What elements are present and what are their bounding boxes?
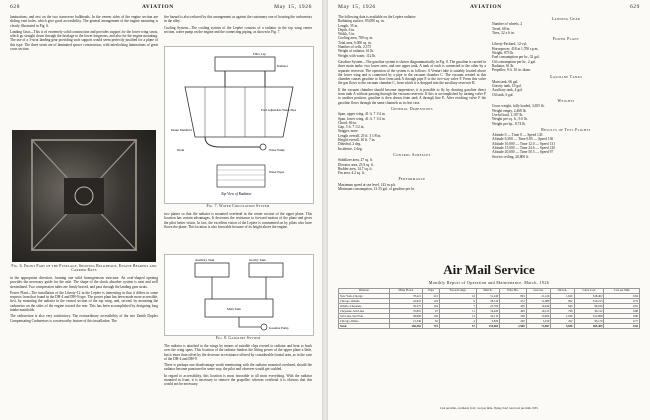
spec-line: Incidence, 2 deg. <box>338 146 363 151</box>
fig7-caption: Fig. 7. Water Circulation System <box>206 204 270 208</box>
table-cell: 0.88 <box>604 308 640 313</box>
table-cell: 452 <box>551 318 574 323</box>
spec-line: Elevator area, 23.9 sq. ft. <box>338 162 375 167</box>
weights-heading: Weights <box>557 99 575 104</box>
label-water-pump: Water Pump <box>269 148 285 152</box>
column-header: Forced Lndgs. <box>439 289 476 294</box>
label-main-tank: Main Tank <box>227 307 241 311</box>
test-specs <box>492 133 640 154</box>
table-cell: Total <box>339 324 390 329</box>
table-cell: 10,940 <box>526 303 551 308</box>
paragraph: The radiator is attached to the wings by means of suitable clips riveted to radiator and bent to hook over the wing spars. This location of the radiator hinders the lifting power of the upper plane a little, but is more than offset by the decrease in resistance offered by considerable frontal area, as in the case of the DH-4 and DH-9. <box>164 344 312 361</box>
table-body <box>339 293 640 329</box>
right-column-1 <box>338 15 486 191</box>
table-cell: 5,910 <box>526 318 551 323</box>
table-cell: $9,630 <box>574 303 604 308</box>
left-column-1-lower <box>10 276 158 325</box>
label-drain: Drain <box>177 148 185 152</box>
spec-line: Span, upper wing, 41 ft. 7 1/4 in. <box>338 112 386 117</box>
right-column-2 <box>492 15 640 159</box>
table-cell: $12,880 <box>574 313 604 318</box>
power-plant-heading: Power Plant <box>552 37 580 42</box>
spec-line: Width, 5 in. <box>338 32 356 37</box>
paragraph: Cooling System—The cooling system of the Lepère consists of a radiator in the top wing center section, water pump on the engine and the connecting piping, as shown in Fig. 7. <box>164 25 312 34</box>
fuselage-photo-drawing <box>12 130 156 262</box>
spec-line: Minimum consumption, 13.35 gal. of gasoline per hr. <box>338 186 415 191</box>
table-cell: 266,362 <box>389 324 422 329</box>
spec-line: Fin area, 4.2 sq. ft. <box>338 171 365 176</box>
left-column-2-lower <box>164 344 312 389</box>
issue-date-right: May 15, 1926 <box>338 4 376 10</box>
table-cell: 10,125 <box>526 308 551 313</box>
spec-line: Altitude 15,000 — Time 24.6 — Speed 120 <box>492 146 555 151</box>
table-cell: 902 <box>551 298 574 303</box>
table-cell: 22,760 <box>476 303 499 308</box>
general-dimensions-heading: General Dimensions <box>391 106 433 111</box>
airmail-subtitle: Monthly Report of Operation and Maintenance, March, 1926 <box>428 280 550 285</box>
test-flights-heading: Results of Test Flights <box>541 127 591 132</box>
table-cell: 11 <box>439 308 476 313</box>
power-specs <box>492 42 640 72</box>
column-header: Mail lb. <box>476 289 499 294</box>
label-filler-cap: Filler Cap <box>253 52 266 56</box>
performance-heading: Performance <box>398 177 426 182</box>
page-number-left: 628 <box>10 4 21 10</box>
spec-line: Total area, 6,000 sq. in. <box>338 40 372 45</box>
spec-line: Weight empty, 2,468 lb. <box>492 108 527 113</box>
label-gasoline-pump: Gasoline Pump <box>269 326 289 330</box>
table-cell: 97 <box>423 308 440 313</box>
spec-line: Altitude 20,000 — Time 50.5 — Speed 97 <box>492 150 554 155</box>
spec-line: Length overall, 25 ft. 3 1/8 in. <box>338 133 382 138</box>
table-cell: 28,310 <box>476 298 499 303</box>
table-row <box>339 324 640 329</box>
spec-line: Number of wheels, 2 <box>492 22 523 27</box>
table-cell: 39,275 <box>389 303 422 308</box>
spec-line: Fuel consumption per hr., 32 gal. <box>492 55 540 60</box>
airmail-title: Air Mail Service <box>443 262 535 277</box>
spec-line: Liberty-Packard, 12-cyl. <box>492 42 528 47</box>
tank-specs <box>492 80 640 97</box>
table-cell: 0.84 <box>604 293 640 298</box>
table-cell: Cheyenne–Salt Lake <box>339 308 390 313</box>
fig8-caption: Fig. 8. Gasoline System <box>215 336 261 340</box>
table-cell: 12 <box>439 313 476 318</box>
table-cell: 9,820 <box>476 318 499 323</box>
label-water-pipes: Water Pipes <box>269 170 285 174</box>
table-cell: 1,046 <box>551 313 574 318</box>
column-header: Oil Gal. <box>551 289 574 294</box>
service-ceiling: Service ceiling, 20,800 ft. <box>492 154 530 159</box>
table-cell: 48,906 <box>389 313 422 318</box>
airmail-table <box>338 288 640 329</box>
table-cell: 436 <box>500 303 526 308</box>
table-cell: 798 <box>551 308 574 313</box>
running-title-left: AVIATION <box>142 4 174 10</box>
table-cell: 104 <box>423 303 440 308</box>
table-cell: $65,409 <box>574 324 604 329</box>
table-cell: 126 <box>423 313 440 318</box>
table-cell: 840 <box>551 303 574 308</box>
spec-line: Horsepower, 418 at 1,700 r.p.m. <box>492 46 539 51</box>
column-header: Pilot Hrs. <box>500 289 526 294</box>
left-column-2 <box>164 15 312 36</box>
right-page-header <box>338 4 640 12</box>
spec-line: Rudder area, 14.7 sq. ft. <box>338 166 373 171</box>
spec-line: Altitude 0 — Time 0 — Speed 143 <box>492 133 543 138</box>
spec-line: Weight per hp., 8.74 lb. <box>492 121 526 126</box>
weight-specs <box>492 104 640 125</box>
left-column-1 <box>10 15 158 53</box>
control-surfaces-heading: Control Surfaces <box>393 152 431 157</box>
spec-line: Span, lower wing, 41 ft. 7 1/4 in. <box>338 116 386 121</box>
table-cell: 863 <box>500 293 526 298</box>
table-cell: 78,421 <box>389 293 422 298</box>
table-cell: 9 <box>439 298 476 303</box>
spec-line: Main tank, 66 gal. <box>492 79 519 84</box>
paragraph: laminations, and rest on the two transverse bulkheads. In the veneer sides of the engine section are sliding vent holes, which give good accessibility. The general arrangement of the engine mounting is clearly illustrated in Fig. 6. <box>10 15 158 28</box>
spec-line: Maximum speed at sea level, 143 m.p.h. <box>338 182 397 187</box>
radiator-specs <box>338 19 486 58</box>
column-header: Gas Gal. <box>526 289 551 294</box>
label-radiator: Radiator <box>277 64 288 68</box>
spec-line: Weight of radiator, 61 lb. <box>338 49 375 54</box>
table-footnote: Cost per mile, overhead, 0.41; cost per mile, flying, 0.42; total cost per mile, 0.83. <box>439 406 539 410</box>
spec-line: Auxiliary tank, 4 gal. <box>492 88 523 93</box>
table-cell: 24,115 <box>476 313 499 318</box>
column-header: Division <box>339 289 390 294</box>
fig7-drawing <box>165 47 313 203</box>
spec-line: Chord, 66 in. <box>338 120 357 125</box>
spec-line: Weight, 875 lb. <box>492 51 515 56</box>
table-cell: 7 <box>439 303 476 308</box>
table-cell: 0.81 <box>604 303 640 308</box>
table-cell: 62 <box>423 318 440 323</box>
label-top-view: Top View of Radiator <box>221 192 252 196</box>
fig6-caption: Fig. 6. Front Part of the Fuselage, Showing Bulkheads, Engine Bearers and Carrier Bays <box>11 264 157 272</box>
spec-line: Number of cells, 2,375 <box>338 45 372 50</box>
table-cell: 11,880 <box>526 298 551 303</box>
table-cell: Salt Lake–San Fran. <box>339 313 390 318</box>
spec-line: Oil tank, 6 gal. <box>492 92 514 97</box>
spec-line: Cooling area, 780 sq. in. <box>338 36 374 41</box>
spec-line: Weight per sq. ft., 9.0 lb. <box>492 117 528 122</box>
table-cell: 0.79 <box>604 298 640 303</box>
table-cell: $9,112 <box>574 308 604 313</box>
paragraph: Power Plant—The installation of the Liberty-12 in the Lepère is interesting in that it differs in some respects from that found in the DH-4 and DH-9 type. The power plant has been made more accessible, first, by mounting the radiator in the central section of the top wing, and, second, by mounting the carburetor on the sides of the engine toward the rear. This has been accomplished by designing long intake manifolds. <box>10 290 158 313</box>
table-cell: Omaha–Cheyenne <box>339 303 390 308</box>
spec-line: Useful load, 1,187 lb. <box>492 112 524 117</box>
spec-line: Tread, 68 in. <box>492 26 511 31</box>
left-page-header <box>10 4 312 12</box>
column-header: Miles Flown <box>389 289 422 294</box>
spec-line: Gap, 5 ft. 7 1/2 in. <box>338 125 365 130</box>
table-cell: Chicago–Omaha <box>339 298 390 303</box>
fig8-gasoline-diagram <box>164 254 314 336</box>
paragraph: fire hazard is also reduced by this arrangement as against the customary one of housing the carburetors in the alley. <box>164 15 312 24</box>
fig7-water-circulation-diagram <box>164 46 314 204</box>
label-intake: Intake Manifold <box>171 128 192 132</box>
table-cell: New York–Chicago <box>339 293 390 298</box>
table-cell: 548 <box>500 313 526 318</box>
spec-line: Length, 35 in. <box>338 23 359 28</box>
table-cell: 21,410 <box>526 293 551 298</box>
column-header: Cost per Mile <box>604 289 640 294</box>
table-cell: 35,810 <box>389 308 422 313</box>
paragraph: Landing Gear—This is of extremely solid construction and provides support for the lower wing struts, which go straight down through the fuselage to the lower longerons, and also for the engine mounting. The use of a 3-strut landing gear providing such support would seem perfectly justified for a plane of this type. The three struts are of laminated spruce construction, with interlocking laminations of great cross section. <box>10 29 158 52</box>
spec-line: Tires, 32 x 6 in. <box>492 30 515 35</box>
spec-line: Depth, 6 in. <box>338 27 355 32</box>
table-cell: 14 <box>439 293 476 298</box>
paragraph: The carburetion is also very satisfactory. The extraordinary accessibility of the two Zenith Duplex Compensating Carburetors is a noteworthy feature of this installation. The <box>10 314 158 323</box>
radiator-intro: The following data is available on the Lepère radiator: <box>338 15 417 19</box>
spec-line: Radiating surface, 85,000 sq. in. <box>338 19 385 24</box>
paragraph: There is perhaps one disadvantage worth mentioning with the radiator mounted overhead, should the radiator become punctured in some way, the pilot and observer would get scalded. <box>164 363 312 372</box>
spec-line: Altitude 10,000 — Time 12.0 — Speed 131 <box>492 141 555 146</box>
table-cell: 719 <box>423 324 440 329</box>
table-cell: 0.77 <box>604 318 640 323</box>
left-column-2-middle <box>164 212 312 231</box>
right-page <box>328 0 650 420</box>
table-cell: 240 <box>500 318 526 323</box>
spec-line: Gross weight, fully loaded, 3,655 lb. <box>492 104 545 109</box>
control-specs <box>338 158 486 175</box>
table-cell: 212 <box>423 293 440 298</box>
column-header: Labor Cost <box>574 289 604 294</box>
column-header: Trips <box>423 289 440 294</box>
running-title-right: AVIATION <box>470 4 502 10</box>
spec-line: Altitude 6,500 — Time 6.85 — Speed 136 <box>492 137 554 142</box>
table-cell: 42,610 <box>389 298 422 303</box>
table-cell: 21,340 <box>389 318 422 323</box>
gasoline-tanks-heading: Gasoline Tanks <box>549 74 583 79</box>
paragraph: Gasoline System—The gasoline system is shown diagrammatically in Fig. 8. The gasoline is carried in three main tanks: two lower ones, and one upper tank. A tank of each is connected to the other by a separate reservoir. The operation of the system is as follows: A Venturi tube is suitably located above the lower wing and is connected by a pipe to the vacuum chamber C. The vacuum created in this chamber causes gasoline to flow from tank A through pipe E to the two-way valve F. From this valve the gas flows to the vacuum chamber C, from which it is dropped into the auxiliary reservoir B. <box>338 59 486 86</box>
table-cell: 19,420 <box>476 308 499 313</box>
landing-gear-heading: Landing Gear <box>551 17 581 21</box>
table-cell: 0.86 <box>604 313 640 318</box>
table-cell: $5,170 <box>574 318 604 323</box>
table-cell: $10,215 <box>574 298 604 303</box>
label-auxiliary-tank: Auxiliary Tank <box>195 258 215 262</box>
spec-line: Propeller, 9 ft. 10 in. diam. <box>492 68 531 73</box>
table-cell: Chicago–Dallas <box>339 318 390 323</box>
table-cell: 51,240 <box>476 293 499 298</box>
spec-line: Gravity tank, 10 gal. <box>492 84 522 89</box>
label-gravity-tank: Gravity Tank <box>249 258 266 262</box>
page-number-right: 629 <box>629 4 640 10</box>
table-cell: $18,402 <box>574 293 604 298</box>
paragraph: two planes so that the radiator is mounted overhead in the center section of the upper plane. This location has certain advantages. It decreases the resistance to forward motion of the plane and gives the pilot better vision. In fact, the excellent vision of the Lepère is commented on by pilots who have flown the plane. This location is also favorable because of its height above the engine. <box>164 212 312 229</box>
table-cell: 118 <box>423 298 440 303</box>
table-cell: 1,620 <box>551 293 574 298</box>
table-cell: 57 <box>439 324 476 329</box>
spec-line: Stabilizer area, 27 sq. ft. <box>338 158 374 163</box>
table-cell: 73,867 <box>526 324 551 329</box>
fuselage-photo <box>12 130 156 262</box>
table-cell: 409 <box>500 308 526 313</box>
table-cell: 472 <box>500 298 526 303</box>
fig8-drawing <box>165 255 313 335</box>
left-page <box>0 0 322 420</box>
spec-line: Height overall, 10 ft. 7 in. <box>338 138 376 143</box>
spec-line: Weight with water, 112 lb. <box>338 53 376 58</box>
paragraph: in the appropriate direction, forming one solid homogeneous structure. An oval-shaped opening provides the necessary guide for the axle. The shape of the shock absorber system is neat and well streamlined. Two compression tubes are firmly braced, and pass through the landing gear struts. <box>10 276 158 289</box>
table-cell: 0.83 <box>604 324 640 329</box>
table-cell: 5,658 <box>551 324 574 329</box>
spec-line: Radiator, 61 lb. <box>492 63 515 68</box>
landing-gear-specs <box>492 22 640 35</box>
label-ford-pipe: Ford Adjustable Water Pipe <box>261 108 297 112</box>
spec-line: Oil consumption per hr., 2 gal. <box>492 59 536 64</box>
table-cell: 155,665 <box>476 324 499 329</box>
paragraph: If the vacuum chamber should become inoperative, it is possible to fly by drawing gasoline direct from tank A without passing through the vacuum reservoir. If this is accomplished by turning valve F to another position, gasoline is then drawn from tank A through line E. After reaching valve F the gasoline flows through the same channels as in first case. <box>338 87 486 105</box>
table-cell: 4 <box>439 318 476 323</box>
perf-specs <box>338 183 486 192</box>
general-specs <box>338 112 486 151</box>
paragraph: In regard to accessibility, this location is most favorable to all most everything. With the radiator mounted in front, it is necessary to remove the propeller, whereas overhead it is obvious that this would not be necessary. <box>164 373 312 387</box>
spec-line: Dihedral, 2 deg. <box>338 142 362 147</box>
issue-date-left: May 15, 1926 <box>274 4 312 10</box>
spec-line: Stagger, none <box>338 129 358 134</box>
table-cell: 2,968 <box>500 324 526 329</box>
table-cell: 13,602 <box>526 313 551 318</box>
